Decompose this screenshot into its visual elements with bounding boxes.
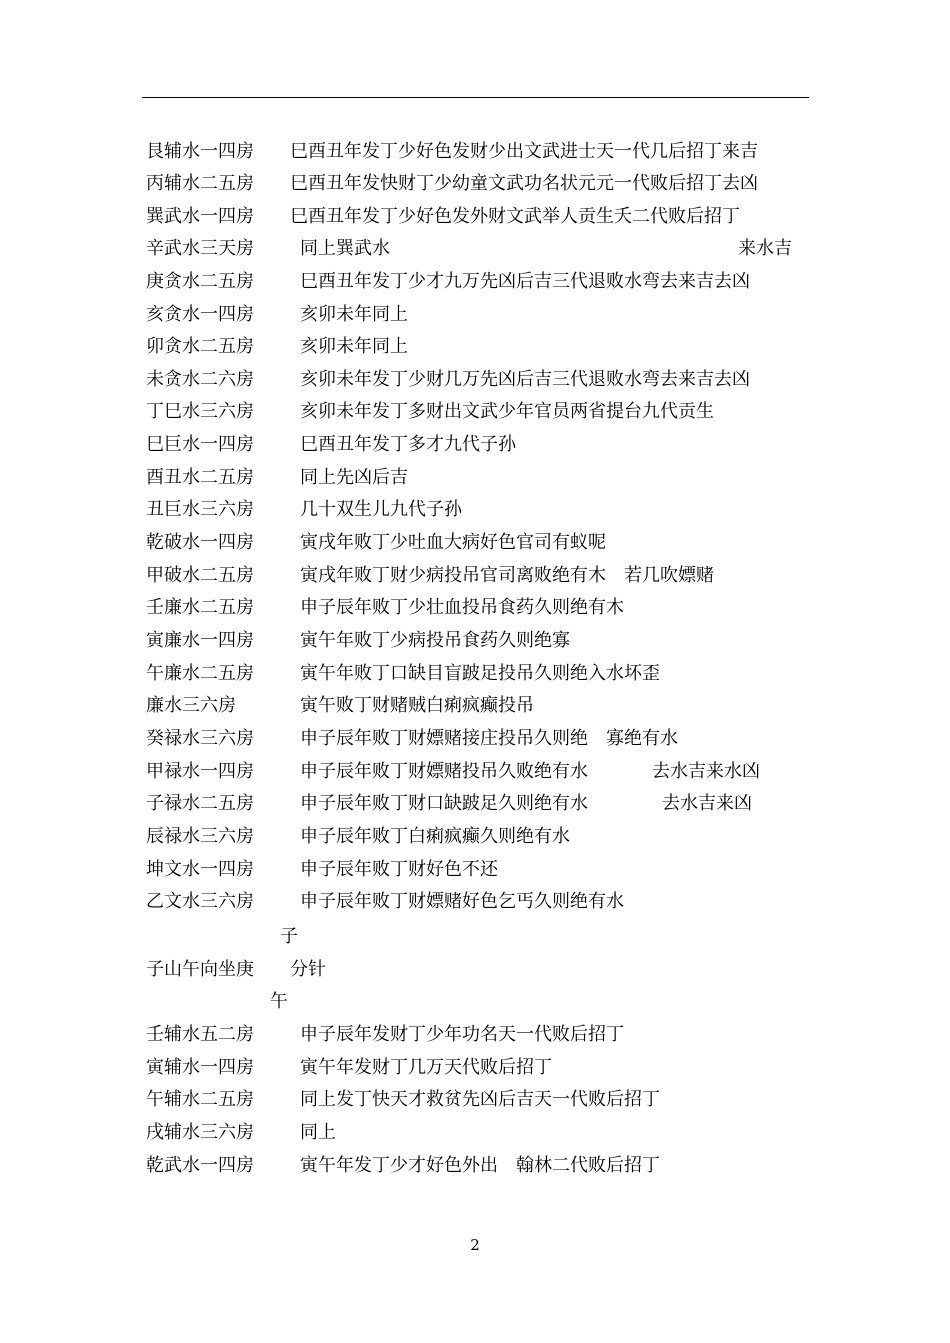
compass-top-char: 子	[280, 926, 298, 947]
header-rule	[142, 97, 809, 98]
list-item: 辛武水三天房 同上巽武水 来水吉	[146, 238, 792, 259]
page-number: 2	[470, 1236, 480, 1254]
list-item: 甲禄水一四房 申子辰年败丁财嫖赌投吊久败绝有水 去水吉来水凶	[146, 761, 760, 782]
list-item: 子禄水二五房 申子辰年败丁财口缺跛足久则绝有水 去水吉来凶	[146, 793, 752, 814]
compass-bottom-char: 午	[270, 991, 288, 1012]
